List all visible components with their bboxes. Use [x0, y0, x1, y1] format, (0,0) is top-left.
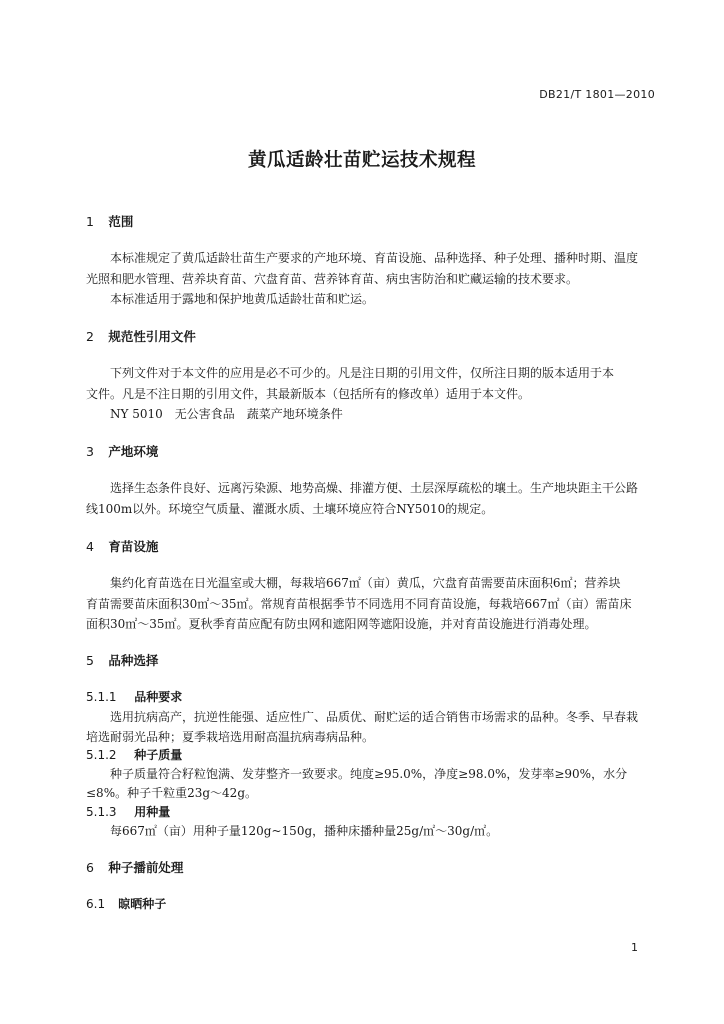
section-title: 育苗设施: [108, 539, 159, 554]
section-title: 种子播前处理: [108, 860, 184, 875]
section-1-line-2: 光照和肥水管理、营养块育苗、穴盘育苗、营养钵育苗、病虫害防治和贮藏运输的技术要求。: [86, 272, 579, 286]
section-2-line-3: NY 5010 无公害食品 蔬菜产地环境条件: [110, 407, 343, 421]
section-number: 6: [86, 860, 94, 875]
subsection-5-1-1-heading: [86, 688, 182, 705]
section-title: 产地环境: [108, 444, 159, 459]
section-number: 5: [86, 653, 94, 668]
section-number: 3: [86, 444, 94, 459]
subsection-number: 5.1.2: [86, 748, 117, 762]
subsection-5-1-2-line-1: 种子质量符合籽粒饱满、发芽整齐一致要求。纯度≥95.0%，净度≥98.0%，发芽率≥90%，水分: [110, 767, 628, 781]
section-3-line-1: 选择生态条件良好、远离污染源、地势高燥、排灌方便、土层深厚疏松的壤土。生产地块距主干公路: [110, 481, 639, 495]
section-number: 1: [86, 214, 94, 229]
subsection-6-1-heading: [86, 895, 166, 912]
section-4-line-1: 集约化育苗选在日光温室或大棚，每栽培667㎡（亩）黄瓜，穴盘育苗需要苗床面积6㎡；营养块: [110, 576, 621, 590]
page-number: 1: [631, 941, 638, 954]
section-1-heading: [86, 212, 133, 230]
section-5-heading: [86, 651, 158, 669]
section-3-line-2: 线100m以外。环境空气质量、灌溉水质、土壤环境应符合NY5010的规定。: [86, 502, 494, 516]
section-1-line-1: 本标准规定了黄瓜适龄壮苗生产要求的产地环境、育苗设施、品种选择、种子处理、播种时期、温度: [110, 251, 639, 265]
section-3-heading: [86, 442, 158, 460]
subsection-5-1-2-heading: [86, 746, 182, 763]
subsection-number: 6.1: [86, 897, 106, 911]
section-1-line-3: 本标准适用于露地和保护地黄瓜适龄壮苗和贮运。: [110, 292, 375, 306]
subsection-number: 5.1.3: [86, 805, 117, 819]
subsection-5-1-3-line-1: 每667㎡（亩）用种子量120g~150g，播种床播种量25g/㎡～30g/㎡。: [110, 824, 499, 838]
subsection-5-1-2-line-2: ≤8%。种子千粒重23g～42g。: [86, 786, 257, 800]
subsection-title: 品种要求: [134, 690, 183, 704]
subsection-number: 5.1.1: [86, 690, 117, 704]
section-4-line-3: 面积30㎡～35㎡。夏秋季育苗应配有防虫网和遮阳网等遮阳设施，并对育苗设施进行消毒处理。: [86, 617, 597, 631]
subsection-title: 晾晒种子: [118, 897, 167, 911]
section-title: 规范性引用文件: [108, 329, 196, 344]
section-4-line-2: 育苗需要苗床面积30㎡～35㎡。常规育苗根据季节不同选用不同育苗设施，每栽培667㎡（亩）需苗床: [86, 597, 632, 611]
subsection-5-1-3-heading: [86, 803, 170, 820]
document-title: 黄瓜适龄壮苗贮运技术规程: [247, 150, 476, 171]
section-title: 品种选择: [108, 653, 159, 668]
section-title: 范围: [108, 214, 134, 229]
section-2-heading: [86, 327, 196, 345]
subsection-5-1-1-line-1: 选用抗病高产，抗逆性能强、适应性广、品质优、耐贮运的适合销售市场需求的品种。冬季、早春栽: [110, 710, 639, 724]
section-2-line-2: 文件。凡是不注日期的引用文件，其最新版本（包括所有的修改单）适用于本文件。: [86, 387, 531, 401]
section-number: 2: [86, 329, 94, 344]
subsection-title: 用种量: [134, 805, 171, 819]
standard-code: DB21/T 1801—2010: [539, 88, 655, 101]
subsection-5-1-1-line-2: 培选耐弱光品种；夏季栽培选用耐高温抗病毒病品种。: [86, 730, 375, 744]
subsection-title: 种子质量: [134, 748, 183, 762]
section-4-heading: [86, 537, 158, 555]
section-2-line-1: 下列文件对于本文件的应用是必不可少的。凡是注日期的引用文件，仅所注日期的版本适用于本: [110, 366, 615, 380]
section-6-heading: [86, 858, 183, 876]
section-number: 4: [86, 539, 94, 554]
